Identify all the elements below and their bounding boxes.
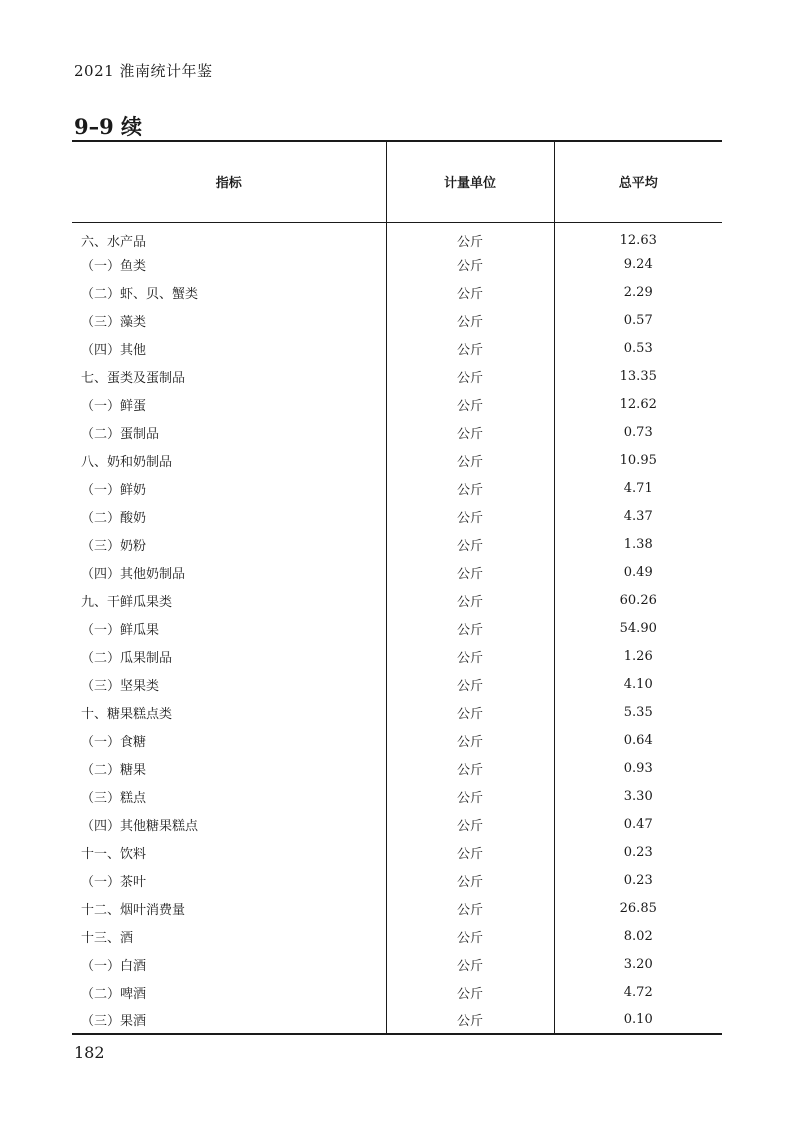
unit-cell: 公斤 <box>386 418 554 446</box>
table-row <box>72 530 722 558</box>
table-row <box>72 502 722 530</box>
table-row <box>72 810 722 838</box>
value-cell: 26.85 <box>619 900 657 916</box>
table-row <box>72 838 722 866</box>
column-header-average: 总平均 <box>554 141 722 222</box>
indicator-cell: （四）其他糖果糕点 <box>81 818 199 834</box>
table-row <box>72 670 722 698</box>
value-cell: 3.30 <box>623 788 653 804</box>
unit-cell: 公斤 <box>386 866 554 894</box>
table-row <box>72 754 722 782</box>
value-cell: 0.57 <box>623 312 653 328</box>
unit-cell: 公斤 <box>386 306 554 334</box>
value-cell: 1.38 <box>623 536 653 552</box>
value-cell: 0.49 <box>623 564 653 580</box>
unit-cell: 公斤 <box>386 1006 554 1034</box>
indicator-cell: 十二、烟叶消费量 <box>81 902 186 918</box>
indicator-cell: （一）茶叶 <box>81 874 147 890</box>
value-cell: 10.95 <box>619 452 657 468</box>
column-header-unit: 计量单位 <box>386 141 554 222</box>
unit-cell: 公斤 <box>386 838 554 866</box>
value-cell: 12.62 <box>619 396 657 412</box>
indicator-cell: 七、蛋类及蛋制品 <box>81 370 186 386</box>
unit-cell: 公斤 <box>386 810 554 838</box>
value-cell: 12.63 <box>619 232 657 248</box>
table-body <box>72 222 722 1034</box>
indicator-cell: （二）蛋制品 <box>81 426 160 442</box>
value-cell: 0.47 <box>623 816 653 832</box>
table-row <box>72 222 722 250</box>
unit-cell: 公斤 <box>386 278 554 306</box>
unit-cell: 公斤 <box>386 446 554 474</box>
indicator-cell: （一）白酒 <box>81 958 147 974</box>
indicator-cell: （一）鲜瓜果 <box>81 622 160 638</box>
table-row <box>72 558 722 586</box>
table-header <box>72 141 722 222</box>
table-row <box>72 586 722 614</box>
unit-cell: 公斤 <box>386 642 554 670</box>
table-row <box>72 950 722 978</box>
value-cell: 0.23 <box>623 844 653 860</box>
unit-cell: 公斤 <box>386 334 554 362</box>
value-cell: 5.35 <box>623 704 653 720</box>
value-cell: 4.71 <box>623 480 653 496</box>
running-header: 2021 淮南统计年鉴 <box>74 62 213 80</box>
unit-cell: 公斤 <box>386 698 554 726</box>
table-row <box>72 306 722 334</box>
unit-cell: 公斤 <box>386 950 554 978</box>
indicator-cell: 八、奶和奶制品 <box>81 454 173 470</box>
column-header-indicator: 指标 <box>72 141 386 222</box>
table-row <box>72 278 722 306</box>
indicator-cell: （三）奶粉 <box>81 538 147 554</box>
value-cell: 0.64 <box>623 732 653 748</box>
table-row <box>72 922 722 950</box>
indicator-cell: （二）酸奶 <box>81 510 147 526</box>
unit-cell: 公斤 <box>386 894 554 922</box>
indicator-cell: 十一、饮料 <box>81 846 147 862</box>
value-cell: 13.35 <box>619 368 657 384</box>
table-row <box>72 698 722 726</box>
unit-cell: 公斤 <box>386 586 554 614</box>
indicator-cell: 十、糖果糕点类 <box>81 706 173 722</box>
data-table-container <box>72 140 722 1035</box>
unit-cell: 公斤 <box>386 530 554 558</box>
indicator-cell: （三）藻类 <box>81 314 147 330</box>
unit-cell: 公斤 <box>386 250 554 278</box>
unit-cell: 公斤 <box>386 362 554 390</box>
value-cell: 8.02 <box>623 928 653 944</box>
unit-cell: 公斤 <box>386 754 554 782</box>
value-cell: 3.20 <box>623 956 653 972</box>
indicator-cell: （二）糖果 <box>81 762 147 778</box>
indicator-cell: （四）其他 <box>81 342 147 358</box>
table-row <box>72 390 722 418</box>
unit-cell: 公斤 <box>386 726 554 754</box>
table-row <box>72 642 722 670</box>
value-cell: 9.24 <box>623 256 653 272</box>
table-row <box>72 334 722 362</box>
indicator-cell: （一）鱼类 <box>81 258 147 274</box>
indicator-cell: （一）鲜蛋 <box>81 398 147 414</box>
indicator-cell: 十三、酒 <box>81 930 134 946</box>
value-cell: 2.29 <box>623 284 653 300</box>
indicator-cell: （二）瓜果制品 <box>81 650 173 666</box>
unit-cell: 公斤 <box>386 222 554 250</box>
indicator-cell: （三）坚果类 <box>81 678 160 694</box>
indicator-cell: （一）食糖 <box>81 734 147 750</box>
table-row <box>72 1006 722 1034</box>
table-row <box>72 250 722 278</box>
indicator-cell: 九、干鲜瓜果类 <box>81 594 173 610</box>
table-row <box>72 474 722 502</box>
table-row <box>72 726 722 754</box>
value-cell: 60.26 <box>619 592 657 608</box>
indicator-cell: （四）其他奶制品 <box>81 566 186 582</box>
table-row <box>72 894 722 922</box>
unit-cell: 公斤 <box>386 502 554 530</box>
value-cell: 4.72 <box>623 984 653 1000</box>
unit-cell: 公斤 <box>386 782 554 810</box>
unit-cell: 公斤 <box>386 922 554 950</box>
unit-cell: 公斤 <box>386 390 554 418</box>
value-cell: 4.10 <box>623 676 653 692</box>
value-cell: 1.26 <box>623 648 653 664</box>
indicator-cell: （三）糕点 <box>81 790 147 806</box>
unit-cell: 公斤 <box>386 614 554 642</box>
table-row <box>72 446 722 474</box>
value-cell: 0.93 <box>623 760 653 776</box>
table-row <box>72 362 722 390</box>
indicator-cell: （三）果酒 <box>72 1006 386 1034</box>
unit-cell: 公斤 <box>386 474 554 502</box>
table-title: 9–9 续 <box>74 114 143 139</box>
value-cell: 0.10 <box>554 1006 722 1034</box>
value-cell: 0.53 <box>623 340 653 356</box>
table-row <box>72 782 722 810</box>
value-cell: 0.23 <box>623 872 653 888</box>
indicator-cell: （二）啤酒 <box>81 986 147 1002</box>
page-number: 182 <box>74 1043 105 1062</box>
value-cell: 4.37 <box>623 508 653 524</box>
unit-cell: 公斤 <box>386 670 554 698</box>
indicator-cell: （一）鲜奶 <box>81 482 147 498</box>
indicator-cell: （二）虾、贝、蟹类 <box>81 286 199 302</box>
unit-cell: 公斤 <box>386 558 554 586</box>
indicator-cell: 六、水产品 <box>81 234 147 250</box>
data-table <box>72 140 722 1035</box>
table-row <box>72 418 722 446</box>
table-row <box>72 614 722 642</box>
unit-cell: 公斤 <box>386 978 554 1006</box>
value-cell: 54.90 <box>619 620 657 636</box>
table-row <box>72 866 722 894</box>
table-row <box>72 978 722 1006</box>
value-cell: 0.73 <box>623 424 653 440</box>
